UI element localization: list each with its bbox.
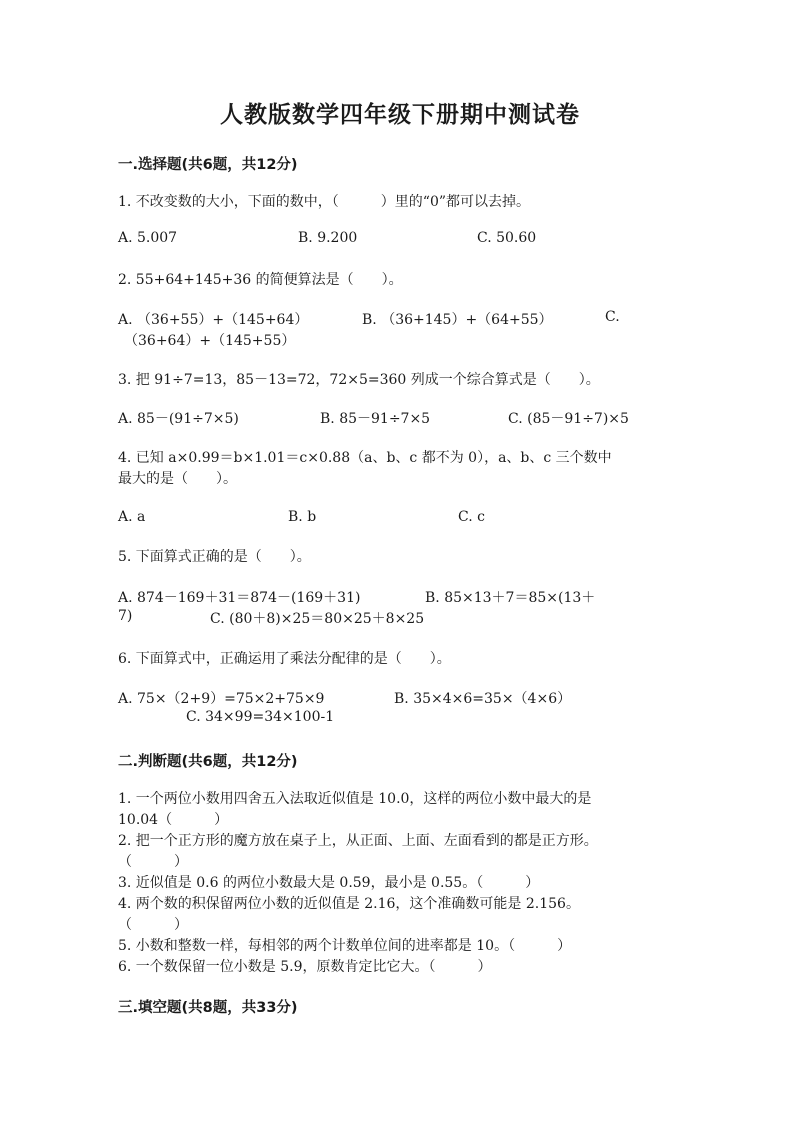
choice-q1-option-a: A. 5.007	[118, 230, 178, 246]
choice-q5-option-c: C. (80＋8)×25＝80×25＋8×25	[210, 611, 425, 627]
choice-q5-option-a: A. 874－169＋31＝874－(169＋31)	[118, 590, 361, 606]
judge-q1-line1: 1. 一个两位小数用四舍五入法取近似值是 10.0，这样的两位小数中最大的是	[118, 791, 592, 807]
judge-q2-line2: （ ）	[118, 854, 188, 870]
choice-q2-option-c-label: C.	[605, 309, 620, 325]
choice-q3-option-b: B. 85－91÷7×5	[320, 411, 431, 427]
page-title: 人教版数学四年级下册期中测试卷	[220, 101, 580, 128]
choice-q2-option-c-text: （36+64）+（145+55）	[124, 333, 296, 349]
choice-q5-stem: 5. 下面算式正确的是（ ）。	[118, 549, 311, 565]
judge-q4-line2: （ ）	[118, 917, 188, 933]
choice-q4-option-b: B. b	[288, 509, 317, 525]
choice-q6-option-c: C. 34×99=34×100-1	[186, 709, 335, 725]
choice-q4-stem-line1: 4. 已知 a×0.99＝b×1.01＝c×0.88（a、b、c 都不为 0），a、b、c 三个数中	[118, 450, 612, 466]
choice-q2-stem: 2. 55+64+145+36 的简便算法是（ ）。	[118, 272, 403, 288]
judge-q4-line1: 4. 两个数的积保留两位小数的近似值是 2.16，这个准确数可能是 2.156。	[118, 896, 580, 912]
judge-q3: 3. 近似值是 0.6 的两位小数最大是 0.59，最小是 0.55。（ ）	[118, 875, 540, 891]
section-heading-choice: 一.选择题(共6题，共12分)	[118, 157, 298, 173]
choice-q1-option-c: C. 50.60	[477, 230, 537, 246]
choice-q2-option-a: A. （36+55）+（145+64）	[118, 312, 309, 328]
judge-q5: 5. 小数和整数一样，每相邻的两个计数单位间的进率都是 10。（ ）	[118, 938, 572, 954]
choice-q5-option-b-cont: 7)	[118, 608, 133, 624]
choice-q3-stem: 3. 把 91÷7=13，85－13=72，72×5=360 列成一个综合算式是（ ）。	[118, 372, 600, 388]
choice-q3-option-c: C. (85－91÷7)×5	[508, 411, 629, 427]
choice-q2-option-b: B. （36+145）+（64+55）	[362, 312, 553, 328]
section-heading-judge: 二.判断题(共6题，共12分)	[118, 754, 298, 770]
choice-q1-option-b: B. 9.200	[298, 230, 358, 246]
choice-q4-option-c: C. c	[458, 509, 485, 525]
judge-q1-line2: 10.04（ ）	[118, 812, 229, 828]
choice-q3-option-a: A. 85－(91÷7×5)	[118, 411, 239, 427]
judge-q2-line1: 2. 把一个正方形的魔方放在桌子上，从正面、上面、左面看到的都是正方形。	[118, 833, 598, 849]
choice-q6-option-a: A. 75×（2+9）=75×2+75×9	[118, 691, 325, 707]
choice-q4-stem-line2: 最大的是（ ）。	[118, 471, 237, 487]
choice-q6-option-b: B. 35×4×6=35×（4×6）	[394, 691, 572, 707]
choice-q1-stem: 1. 不改变数的大小，下面的数中，（ ）里的“0”都可以去掉。	[118, 194, 531, 210]
choice-q6-stem: 6. 下面算式中，正确运用了乘法分配律的是（ ）。	[118, 651, 451, 667]
section-heading-fill: 三.填空题(共8题，共33分)	[118, 1000, 298, 1016]
choice-q5-option-b: B. 85×13＋7＝85×(13＋	[425, 590, 596, 606]
judge-q6: 6. 一个数保留一位小数是 5.9，原数肯定比它大。（ ）	[118, 959, 492, 975]
choice-q4-option-a: A. a	[118, 509, 146, 525]
